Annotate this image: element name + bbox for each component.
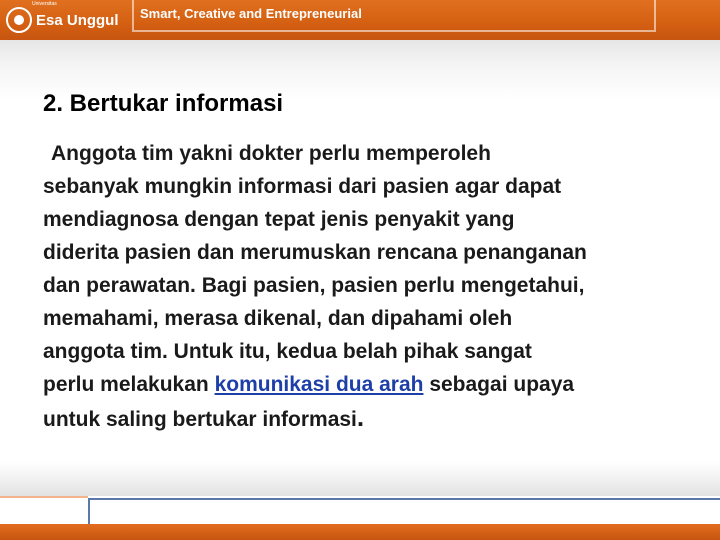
body-line: sebanyak mungkin informasi dari pasien agar dapat: [43, 175, 562, 198]
body-line: memahami, merasa dikenal, dan dipahami oleh: [43, 307, 513, 330]
body-line-with-link: [43, 368, 693, 401]
komunikasi-dua-arah-link[interactable]: komunikasi dua arah: [214, 373, 424, 396]
body-line: Anggota tim yakni dokter perlu memperoleh: [51, 142, 491, 165]
header-tagline: Smart, Creative and Entrepreneurial: [140, 6, 362, 21]
body-line-last: [43, 401, 693, 436]
body-line: anggota tim. Untuk itu, kedua belah pihak sangat: [43, 340, 532, 363]
logo-text: Esa Unggul: [36, 11, 119, 29]
body-text-segment: untuk saling bertukar informasi: [43, 408, 357, 431]
body-line: mendiagnosa dengan tepat jenis penyakit yang: [43, 208, 515, 231]
header-bar: [0, 0, 720, 40]
footer-frame-decoration: [88, 498, 720, 524]
body-text-segment: perlu melakukan: [43, 373, 215, 396]
slide-body: [43, 137, 693, 436]
logo: [6, 4, 119, 36]
logo-small-text: Universitas: [32, 1, 57, 7]
footer-accent-line: [0, 496, 88, 498]
esa-unggul-logo-icon: [6, 7, 32, 33]
body-text-segment: sebagai upaya: [423, 373, 575, 396]
footer-bar: [0, 524, 720, 540]
slide-title: 2. Bertukar informasi: [43, 90, 284, 117]
body-period: .: [356, 402, 365, 432]
body-line: diderita pasien dan merumuskan rencana penanganan: [43, 241, 587, 264]
bottom-shadow-band: [0, 462, 720, 496]
body-line: dan perawatan. Bagi pasien, pasien perlu mengetahui,: [43, 274, 585, 297]
